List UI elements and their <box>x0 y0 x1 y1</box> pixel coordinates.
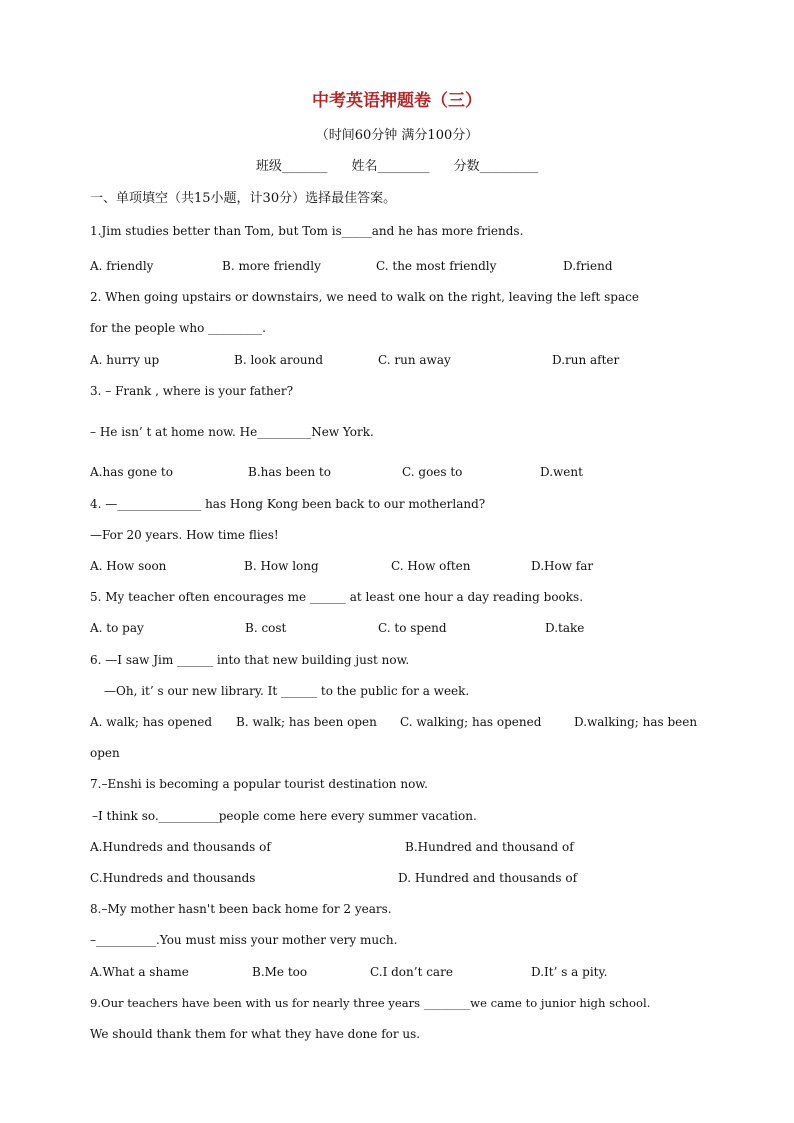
q1-option-b: B. more friendly <box>222 259 321 273</box>
q7-option-d: D. Hundred and thousands of <box>398 871 578 885</box>
score-field: 分数_________ <box>453 159 539 174</box>
q6-option-c: C. walking; has opened <box>400 715 542 729</box>
question-2-stem: 2. When going upstairs or downstairs, we need to walk on the right, leaving the left space <box>90 290 639 304</box>
q8-option-d: D.It’ s a pity. <box>531 965 608 979</box>
q4-option-c: C. How often <box>391 559 471 573</box>
question-3-stem: 3. – Frank , where is your father? <box>90 384 294 398</box>
exam-subtitle: （时间60分钟 满分100分） <box>315 128 479 143</box>
q6-option-d: D.walking; has been <box>574 715 698 729</box>
student-info <box>0 155 794 174</box>
question-3-stem-cont: – He isn’ t at home now. He_________New York. <box>90 425 374 439</box>
section-heading: 一、单项填空（共15小题，计30分）选择最佳答案。 <box>90 191 397 206</box>
q5-option-b: B. cost <box>245 621 287 635</box>
q1-option-c: C. the most friendly <box>376 259 497 273</box>
question-8-stem-cont: –__________.You must miss your mother very much. <box>90 933 398 947</box>
page-title: 中考英语押题卷（三） <box>312 91 482 111</box>
question-6-stem: 6. —I saw Jim ______ into that new building just now. <box>90 653 410 667</box>
q6-option-b: B. walk; has been open <box>236 715 377 729</box>
q8-option-c: C.I don’t care <box>370 965 453 979</box>
q2-option-d: D.run after <box>552 353 620 367</box>
question-6-stem-cont: —Oh, it’ s our new library. It ______ to the public for a week. <box>104 684 470 698</box>
q7-option-b: B.Hundred and thousand of <box>405 840 574 854</box>
q4-option-d: D.How far <box>531 559 594 573</box>
q5-option-c: C. to spend <box>378 621 447 635</box>
name-field: 姓名________ <box>351 159 430 174</box>
question-5-stem: 5. My teacher often encourages me ______ at least one hour a day reading books. <box>90 590 584 604</box>
q5-option-d: D.take <box>545 621 585 635</box>
question-9-stem-cont: We should thank them for what they have done for us. <box>90 1027 421 1041</box>
q3-option-d: D.went <box>540 465 583 479</box>
q6-option-d-cont: open <box>90 746 120 760</box>
q8-option-b: B.Me too <box>252 965 308 979</box>
q4-option-b: B. How long <box>244 559 319 573</box>
question-7-stem: 7.–Enshi is becoming a popular tourist destination now. <box>90 777 428 791</box>
q3-option-c: C. goes to <box>402 465 463 479</box>
class-field: 班级_______ <box>255 159 328 174</box>
question-4-stem: 4. —______________ has Hong Kong been back to our motherland? <box>90 497 486 511</box>
q2-option-a: A. hurry up <box>90 353 160 367</box>
question-9-stem: 9.Our teachers have been with us for nearly three years ________we came to junior high school. <box>90 996 651 1010</box>
question-7-stem-cont: –I think so.__________people come here every summer vacation. <box>92 809 477 823</box>
q3-option-b: B.has been to <box>248 465 331 479</box>
q2-option-c: C. run away <box>378 353 451 367</box>
question-2-stem-cont: for the people who _________. <box>90 321 266 335</box>
question-1-stem: 1.Jim studies better than Tom, but Tom is_____and he has more friends. <box>90 224 524 238</box>
question-4-stem-cont: —For 20 years. How time flies! <box>90 528 279 542</box>
q3-option-a: A.has gone to <box>90 465 173 479</box>
q4-option-a: A. How soon <box>90 559 167 573</box>
q7-option-c: C.Hundreds and thousands <box>90 871 256 885</box>
q7-option-a: A.Hundreds and thousands of <box>90 840 271 854</box>
question-8-stem: 8.–My mother hasn't been back home for 2 years. <box>90 902 392 916</box>
q8-option-a: A.What a shame <box>90 965 189 979</box>
q2-option-b: B. look around <box>234 353 324 367</box>
q1-option-d: D.friend <box>563 259 613 273</box>
q6-option-a: A. walk; has opened <box>90 715 213 729</box>
q5-option-a: A. to pay <box>90 621 144 635</box>
q1-option-a: A. friendly <box>90 259 154 273</box>
